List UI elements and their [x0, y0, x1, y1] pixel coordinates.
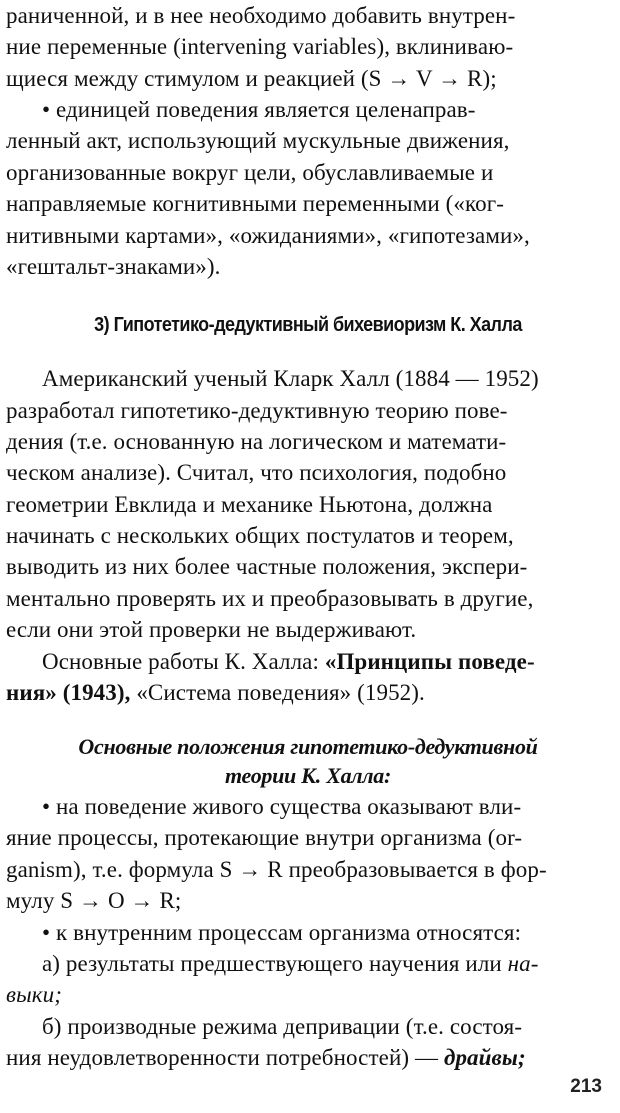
section-heading: 3) Гипотетико-дедуктивный бихевиоризм К. Халла [94, 314, 522, 336]
text-line: щиеся между стимулом и реакцией (S → V → R); [6, 66, 497, 91]
bullet-line: • единицей поведения является целенаправ- [42, 97, 476, 122]
bullet-line: • к внутренним процессам организма относятся: [42, 920, 522, 945]
text-line: если они этой проверки не выдерживают. [6, 617, 417, 642]
item-text: ния неудовлетворенности потребностей) — [6, 1045, 444, 1070]
item-term-italic: на- [507, 951, 539, 976]
subheading: Основные положения гипотетико-дедуктивной [78, 734, 538, 759]
text-line: выки; [6, 982, 62, 1007]
text-line: «гештальт-знаками»). [6, 254, 221, 279]
works-year-bold: (1943), [56, 680, 131, 705]
text-line: раниченной, и в нее необходимо добавить внутрен- [6, 3, 516, 28]
works-prefix: Основные работы К. Халла: [42, 649, 325, 674]
page-number: 213 [570, 1076, 602, 1097]
item-text: а) результаты предшествующего научения или [42, 951, 508, 976]
works-title-bold: «Принципы поведе- [324, 649, 535, 674]
works-title-bold: ния» [6, 680, 57, 705]
text-line [6, 1042, 610, 1074]
list-item-b: б) производные режима депривации (т.е. состоя- [42, 1014, 523, 1039]
works-rest: «Система поведения» (1952). [130, 680, 425, 705]
text-line: мулу S → O → R; [6, 888, 182, 913]
text-line: ленный акт, использующий мускульные движения, [6, 128, 510, 153]
text-line: ganism), т.е. формула S → R преобразовывается в фор- [6, 857, 547, 882]
text-line: геометрии Евклида и механике Ньютона, должна [6, 492, 493, 517]
text-line: ментально проверять их и преобразовывать в другие, [6, 586, 534, 611]
text-line: начинать с нескольких общих постулатов и теорем, [6, 523, 514, 548]
text-line: Американский ученый Кларк Халл (1884 — 1952) [42, 366, 539, 391]
works-line [42, 646, 610, 678]
works-line [6, 677, 610, 709]
text-line: ние переменные (intervening variables), вклинивaю- [6, 34, 514, 59]
text-line: нитивными картами», «ожиданиями», «гипотезами», [6, 223, 530, 248]
text-line: разработал гипотетико-дедуктивную теорию пове- [6, 398, 508, 423]
text-line: дения (т.е. основанную на логическом и математи- [6, 429, 507, 454]
subheading: теории К. Халла: [225, 763, 391, 788]
text-line: яние процессы, протекающие внутри организма (or- [6, 825, 523, 850]
item-term-italic: драйвы; [443, 1045, 526, 1070]
bullet-line: • на поведение живого существа оказывают вли- [42, 794, 522, 819]
text-line: ческом анализе). Считал, что психология, подобно [6, 460, 507, 485]
text-line: направляемые когнитивными переменными («ког- [6, 191, 505, 216]
text-line: организованные вокруг цели, обуславливаемые и [6, 160, 494, 185]
text-line: выводить из них более частные положения, экспери- [6, 554, 528, 579]
list-item-a [42, 948, 610, 980]
